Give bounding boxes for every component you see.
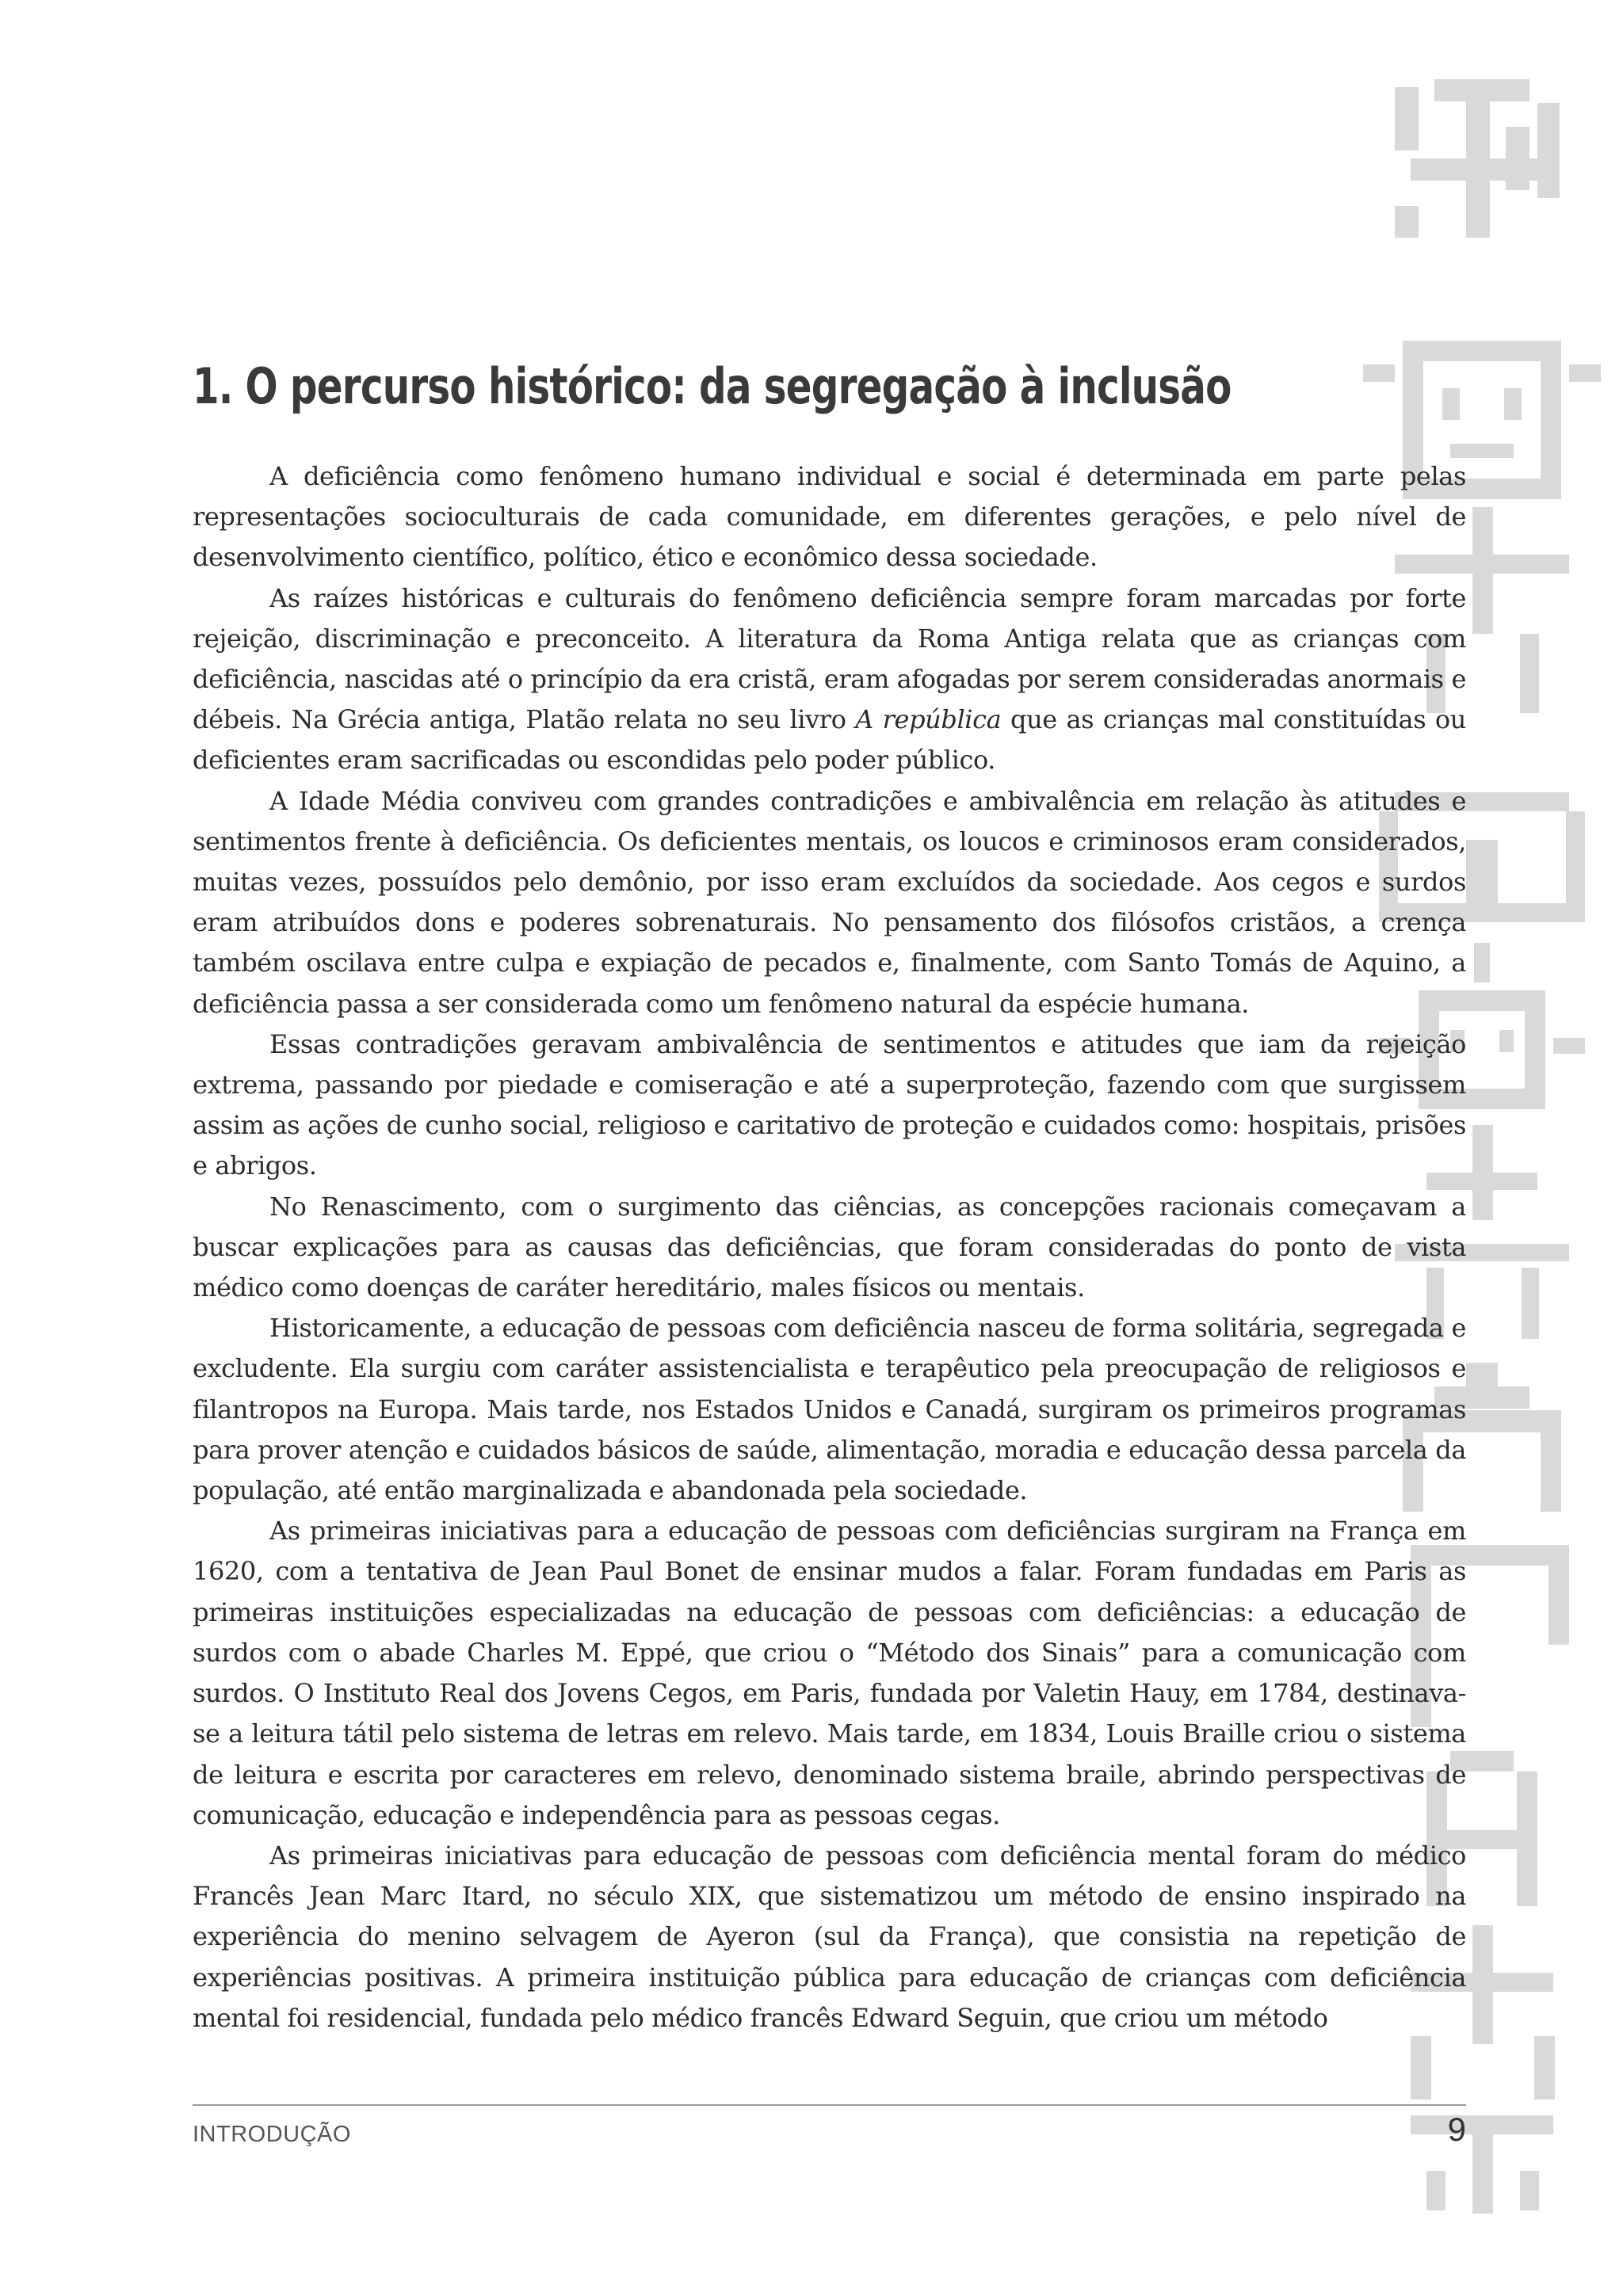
paragraph: Historicamente, a educação de pessoas com deficiência nasceu de forma solitária, segregada e excludente. Ela surgiu com caráter assistencialista e terapêutico pela preocupação de religiosos e filantropos na Europa. Mais tarde, nos Estados Unidos e Canadá, surgiram os primeiros programas para prover atenção e cuidados básicos de saúde, alimentação, moradia e educação dessa parcela da população, até então marginalizada e abandonada pela sociedade. bbox=[193, 1313, 1466, 1506]
book-title: A república bbox=[855, 704, 1002, 735]
paragraph: As primeiras iniciativas para educação de pessoas com deficiência mental foram do médico Francês Jean Marc Itard, no século XIX, que sistematizou um método de ensino inspirado na experiência do menino selvagem de Ayeron (sul da França), que consistia na repetição de experiências positivas. A primeira instituição pública para educação de crianças com deficiência mental foi residencial, fundada pelo médico francês Edward Seguin, que criou um método bbox=[193, 1840, 1466, 2033]
paragraph: As primeiras iniciativas para a educação de pessoas com deficiências surgiram na França em 1620, com a tentativa de Jean Paul Bonet de ensinar mudos a falar. Foram fundadas em Paris as primeiras instituições especializadas na educação de pessoas com deficiências: a educação de surdos com o abade Charles M. Eppé, que criou o “Método dos Sinais” para a comunicação com surdos. O Instituto Real dos Jovens Cegos, em Paris, fundada por Valetin Hauy, em 1784, destinava-se a leitura tátil pelo sistema de letras em relevo. Mais tarde, em 1834, Louis Braille criou o sistema de leitura e escrita por caracteres em relevo, denominado sistema braile, abrindo perspectivas de comunicação, educação e independência para as pessoas cegas. bbox=[193, 1516, 1466, 1830]
paragraph: A deficiência como fenômeno humano individual e social é determinada em parte pelas representações socioculturais de cada comunidade, em diferentes gerações, e pelo nível de desenvolvimento científico, político, ético e econômico dessa sociedade. bbox=[193, 461, 1466, 573]
paragraph bbox=[193, 578, 1466, 781]
footer-section-label: INTRODUÇÃO bbox=[193, 2122, 351, 2147]
paragraph: A Idade Média conviveu com grandes contradições e ambivalência em relação às atitudes e sentimentos frente à deficiência. Os deficientes mentais, os loucos e criminosos eram considerados, muitas vezes, possuídos pelo demônio, por isso eram excluídos da sociedade. Aos cegos e surdos eram atribuídos dons e poderes sobrenaturais. No pensamento dos filósofos cristãos, a crença também oscilava entre culpa e expiação de pecados e, finalmente, com Santo Tomás de Aquino, a deficiência passa a ser considerada como um fenômeno natural da espécie humana. bbox=[193, 785, 1466, 1019]
paragraph: No Renascimento, com o surgimento das ciências, as concepções racionais começavam a buscar explicações para as causas das deficiências, que foram consideradas do ponto de vista médico como doenças de caráter hereditário, males físicos ou mentais. bbox=[193, 1191, 1466, 1303]
paragraph: Essas contradições geravam ambivalência de sentimentos e atitudes que iam da rejeição extrema, passando por piedade e comiseração e até a superproteção, fazendo com que surgissem assim as ações de cunho social, religioso e caritativo de proteção e cuidados como: hospitais, prisões e abrigos. bbox=[193, 1028, 1466, 1181]
body-text bbox=[193, 456, 1466, 2039]
paragraph-text: As raízes históricas e culturais do fenômeno deficiência sempre foram marcadas por forte rejeição, discriminação e preconceito. A literatura da Roma Antiga relata que as crianças com deficiência, nascidas até o princípio da era cristã, eram afogadas por serem consideradas anormais e débeis. Na Grécia antiga, Platão relata no seu livro bbox=[193, 582, 1466, 735]
footer-divider bbox=[193, 2104, 1466, 2106]
page-title: 1. O percurso histórico: da segregação à inclusão bbox=[193, 357, 1232, 415]
paragraph-text: que as crianças mal constituídas ou deficientes eram sacrificadas ou escondidas pelo poder público. bbox=[193, 704, 1466, 776]
page-number: 9 bbox=[1447, 2111, 1466, 2148]
